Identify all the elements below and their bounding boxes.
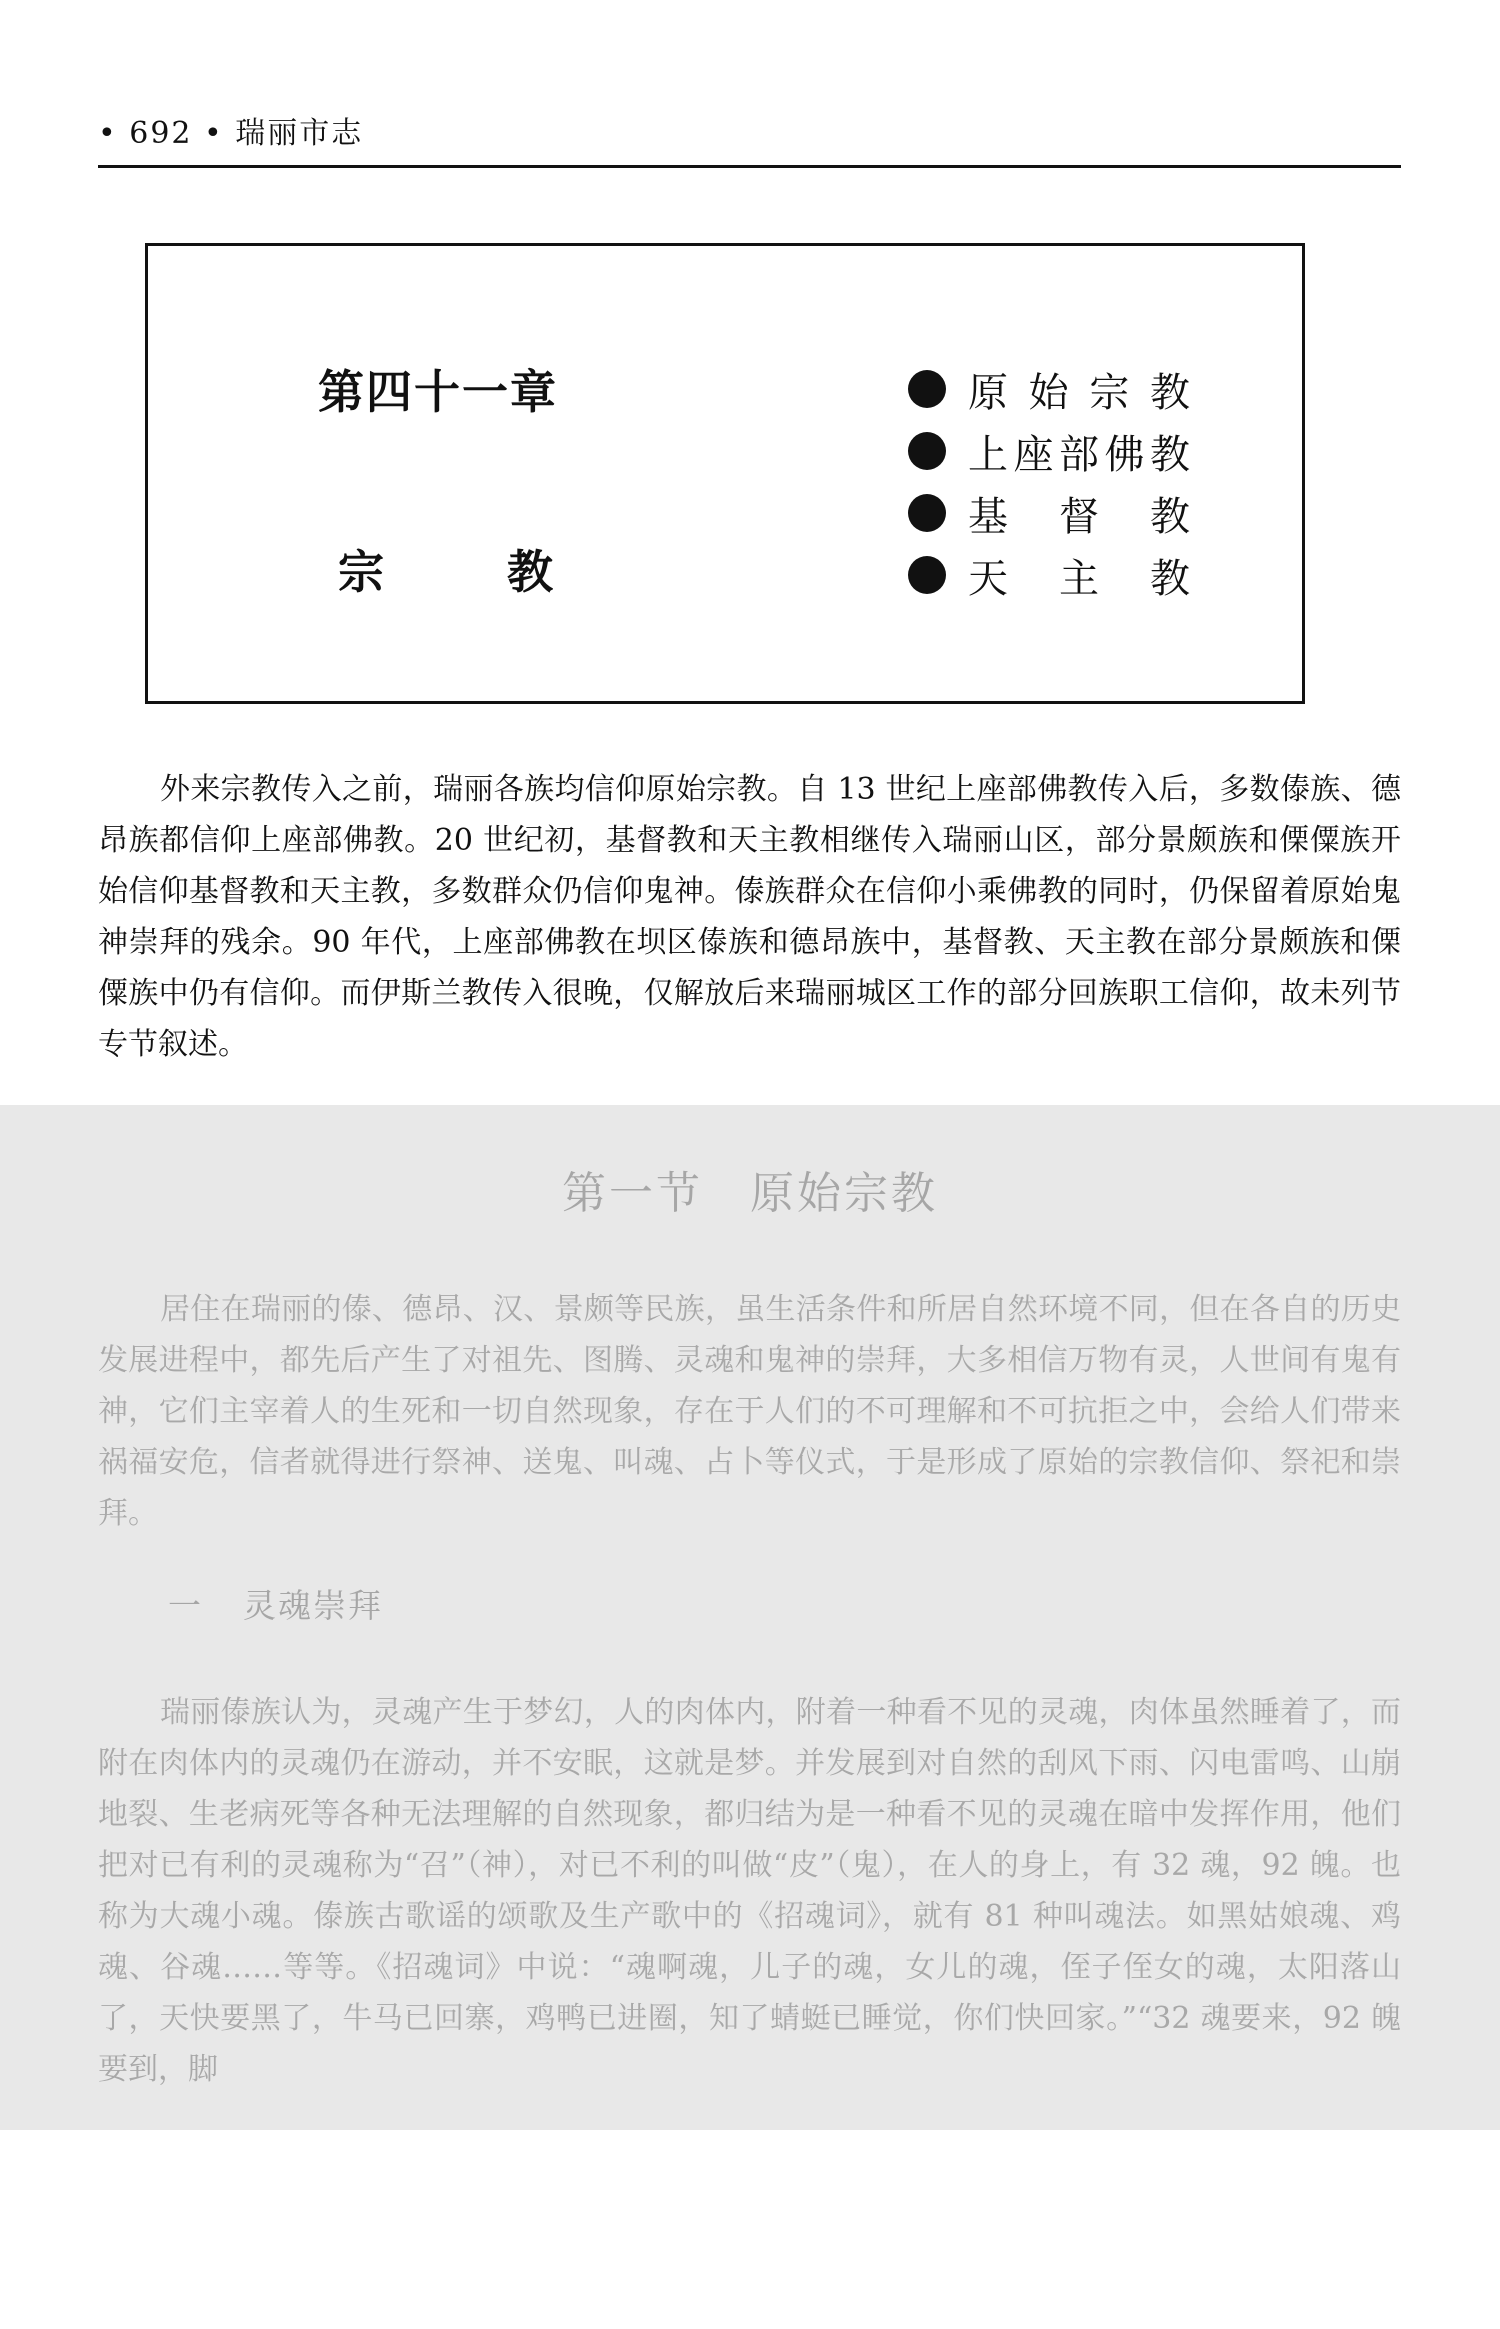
subsection-number: 一	[168, 1586, 203, 1625]
bullet-icon	[908, 370, 946, 408]
topic-label: 基督教	[968, 493, 1190, 540]
topic-item	[908, 420, 1190, 482]
section-paragraph-2	[98, 1687, 1401, 2095]
section-title: 第一节 原始宗教	[562, 1168, 938, 1219]
subsection-heading	[168, 1580, 383, 1627]
topic-label: 上座部佛教	[968, 431, 1190, 478]
topic-item	[908, 544, 1190, 606]
bullet-icon	[908, 432, 946, 470]
bullet-icon	[908, 494, 946, 532]
subsection-title: 灵魂崇拜	[243, 1586, 383, 1625]
chapter-title	[338, 536, 553, 602]
intro-paragraph: 外来宗教传入之前，瑞丽各族均信仰原始宗教。自 13 世纪上座部佛教传入后，多数傣族、德昂族都信仰上座部佛教。20 世纪初，基督教和天主教相继传入瑞丽山区，部分景颇族和傈僳族开始信仰基督教和天主教，多数群众仍信仰鬼神。傣族群众在信仰小乘佛教的同时，仍保留着原始鬼神崇拜的残余。90 年代，上座部佛教在坝区傣族和德昂族中，基督教、天主教在部分景颇族和傈僳族中仍有信仰。而伊斯兰教传入很晚，仅解放后来瑞丽城区工作的部分回族职工信仰，故未列节专节叙述。	[98, 772, 1401, 1062]
topic-label: 原始宗教	[968, 369, 1190, 416]
paragraph-text: 瑞丽傣族认为，灵魂产生于梦幻，人的肉体内，附着一种看不见的灵魂，肉体虽然睡着了，而附在肉体内的灵魂仍在游动，并不安眠，这就是梦。并发展到对自然的刮风下雨、闪电雷鸣、山崩地裂、生老病死等各种无法理解的自然现象，都归结为是一种看不见的灵魂在暗中发挥作用，他们把对已有利的灵魂称为“召”（神），对已不利的叫做“皮”（鬼），在人的身上，有 32 魂，92 魄。也称为大魂小魂。傣族古歌谣的颂歌及生产歌中的《招魂词》，就有 81 种叫魂法。如黑姑娘魂、鸡魂、谷魂……等等。《招魂词》中说：“魂啊魂，儿子的魂，女儿的魂，侄子侄女的魂，太阳落山了，天快要黑了，牛马已回寨，鸡鸭已进圈，知了蜻蜓已睡觉，你们快回家。”“32 魂要来，92 魄要到，脚	[98, 1695, 1401, 2087]
header-rule	[98, 165, 1401, 168]
chapter-number: 第四十一章	[318, 365, 558, 419]
paragraph-text: 居住在瑞丽的傣、德昂、汉、景颇等民族，虽生活条件和所居自然环境不同，但在各自的历史发展进程中，都先后产生了对祖先、图腾、灵魂和鬼神的崇拜，大多相信万物有灵，人世间有鬼有神，它们主宰着人的生死和一切自然现象，存在于人们的不可理解和不可抗拒之中，会给人们带来祸福安危，信者就得进行祭神、送鬼、叫魂、占卜等仪式，于是形成了原始的宗教信仰、祭祀和崇拜。	[98, 1292, 1401, 1531]
running-header: • 692 • 瑞丽市志	[98, 116, 364, 151]
topic-label: 天主教	[968, 555, 1190, 602]
topic-item	[908, 358, 1190, 420]
chapter-topic-list	[908, 358, 1190, 606]
chapter-title-char-1: 宗	[338, 545, 384, 599]
chapter-intro	[98, 764, 1401, 1070]
chapter-title-char-2: 教	[507, 545, 553, 599]
chapter-title-box	[145, 243, 1305, 704]
section-paragraph-1	[98, 1284, 1401, 1539]
topic-item	[908, 482, 1190, 544]
bullet-icon	[908, 556, 946, 594]
